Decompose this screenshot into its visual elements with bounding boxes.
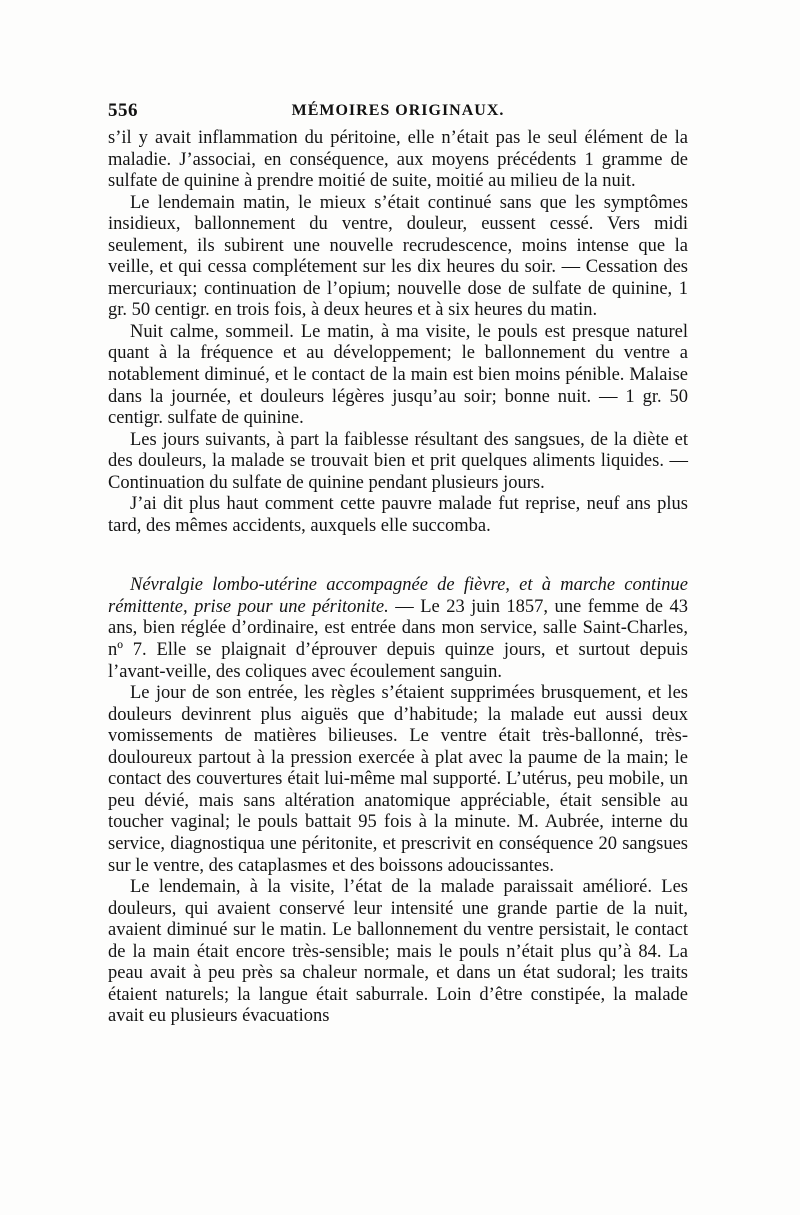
body-text [108, 128, 688, 1028]
section-gap [108, 537, 688, 575]
page-header [108, 100, 688, 128]
paragraph: Le lendemain matin, le mieux s’était continué sans que les symptômes insidieux, ballonnement du ventre, douleur, eussent cessé. Vers midi seulement, ils subirent une nouvelle recrudescence, moins intense que la veille, et qui cessa complétement sur les dix heures du soir. — Cessation des mercuriaux; continuation de l’opium; nouvelle dose de sulfate de quinine, 1 gr. 50 centigr. en trois fois, à deux heures et à six heures du matin. [108, 192, 688, 321]
page-number: 556 [108, 100, 138, 121]
paragraph: Le lendemain, à la visite, l’état de la malade paraissait amélioré. Les douleurs, qui avaient conservé leur intensité une grande partie de la nuit, avaient diminué sur le matin. Le ballonnement du ventre persistait, le contact de la main était encore très-sensible; mais le pouls n’était plus qu’à 84. La peau avait à peu près sa chaleur normale, et dans un état sudoral; les traits étaient naturels; la langue était saburrale. Loin d’être constipée, la malade avait eu plusieurs évacuations [108, 877, 688, 1027]
running-title: MÉMOIRES ORIGINAUX. [291, 102, 505, 119]
case-paragraph [108, 575, 688, 683]
paragraph: Le jour de son entrée, les règles s’étaient supprimées brusquement, et les douleurs devinrent plus aiguës que d’habitude; la malade eut aussi deux vomissements de matières bilieuses. Le ventre était très-ballonné, très-douloureux partout à la pression exercée à plat avec la paume de la main; le contact des couvertures était lui-même mal supporté. L’utérus, peu mobile, un peu dévié, mais sans altération anatomique appréciable, était sensible au toucher vaginal; le pouls battait 95 fois à la minute. M. Aubrée, interne du service, diagnostiqua une péritonite, et prescrivit en conséquence 20 sangsues sur le ventre, des cataplasmes et des boissons adoucissantes. [108, 683, 688, 876]
paragraph-continued: s’il y avait inflammation du péritoine, elle n’était pas le seul élément de la maladie. J’associai, en conséquence, aux moyens précédents 1 gramme de sulfate de quinine à prendre moitié de suite, moitié au milieu de la nuit. [108, 128, 688, 192]
paragraph: J’ai dit plus haut comment cette pauvre malade fut reprise, neuf ans plus tard, des mêmes accidents, auxquels elle succomba. [108, 494, 688, 536]
case-intro: — Le 23 juin 1857, une femme de 43 ans, bien réglée d’ordinaire, est entrée dans mon service, salle Saint-Charles, nº 7. Elle se plaignait d’éprouver depuis quinze jours, et surtout depuis l’avant-veille, des coliques avec écoulement sanguin. [108, 596, 688, 682]
paragraph: Les jours suivants, à part la faiblesse résultant des sangsues, de la diète et des douleurs, la malade se trouvait bien et prit quelques aliments liquides. — Continuation du sulfate de quinine pendant plusieurs jours. [108, 429, 688, 493]
paragraph: Nuit calme, sommeil. Le matin, à ma visite, le pouls est presque naturel quant à la fréquence et au développement; le ballonnement du ventre a notablement diminué, et le contact de la main est bien moins pénible. Malaise dans la journée, et douleurs légères jusqu’au soir; bonne nuit. — 1 gr. 50 centigr. sulfate de quinine. [108, 321, 688, 429]
case-title: Névralgie lombo-utérine accompagnée de fièvre, et à marche continue rémittente, prise pour une péritonite. [108, 575, 688, 617]
